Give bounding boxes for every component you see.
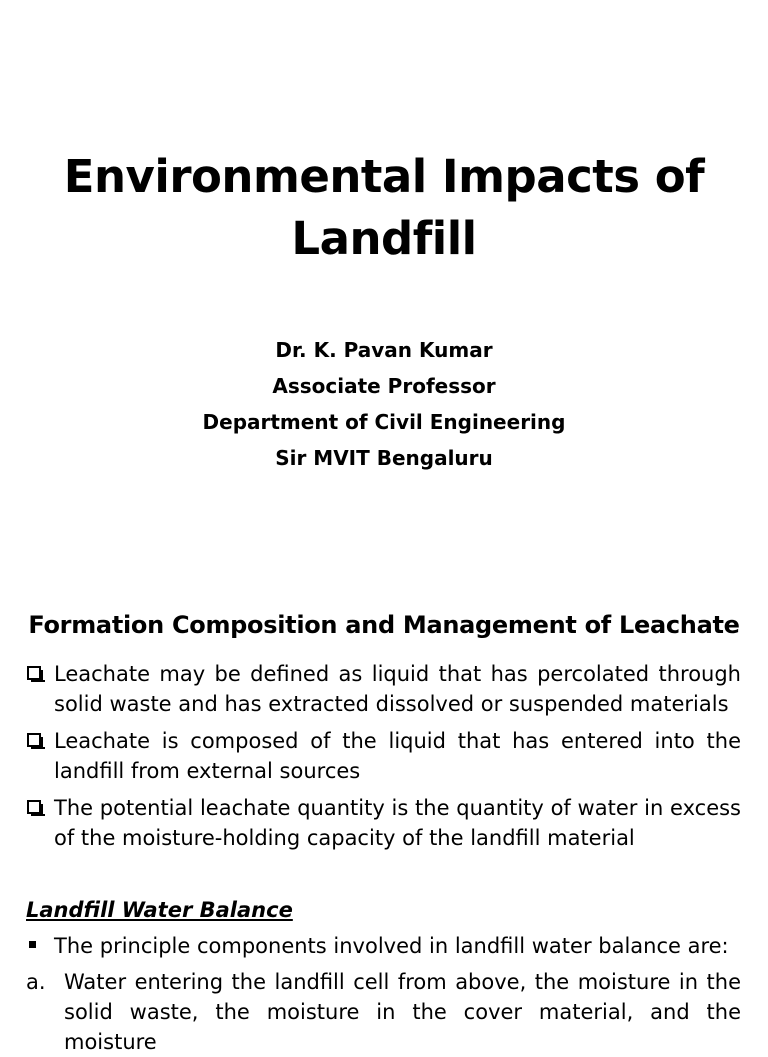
bullet-text: Leachate may be defined as liquid that has percolated through solid waste and has extracted dissolved or suspended materials [54, 662, 741, 716]
section-heading: Formation Composition and Management of Leachate [28, 611, 740, 639]
checkbox-bullet-icon [27, 666, 41, 680]
author-department: Department of Civil Engineering [202, 410, 566, 434]
author-institution: Sir MVIT Bengaluru [275, 446, 493, 470]
title-line-2: Landfill [291, 212, 477, 265]
list-item [26, 659, 741, 719]
list-item [26, 726, 741, 786]
author-position: Associate Professor [272, 374, 496, 398]
item-text: Water entering the landfill cell from above, the moisture in the solid waste, the moisture in the cover material, and the moisture [64, 970, 741, 1054]
page-title [0, 146, 768, 270]
water-balance-item-a [26, 967, 741, 1057]
water-balance-intro [26, 931, 741, 961]
author-block [0, 332, 768, 476]
bullet-text: Leachate is composed of the liquid that has entered into the landfill from external sources [54, 729, 741, 783]
title-line-1: Environmental Impacts of [63, 150, 705, 203]
list-item [26, 793, 741, 853]
leachate-bullet-list [26, 659, 741, 860]
item-marker: a. [26, 970, 46, 994]
intro-text: The principle components involved in landfill water balance are: [54, 934, 729, 958]
bullet-text: The potential leachate quantity is the quantity of water in excess of the moisture-holding capacity of the landfill material [54, 796, 741, 850]
author-name: Dr. K. Pavan Kumar [275, 338, 493, 362]
checkbox-bullet-icon [27, 800, 41, 814]
square-bullet-icon [29, 941, 36, 948]
water-balance-heading: Landfill Water Balance [26, 898, 293, 922]
checkbox-bullet-icon [27, 733, 41, 747]
